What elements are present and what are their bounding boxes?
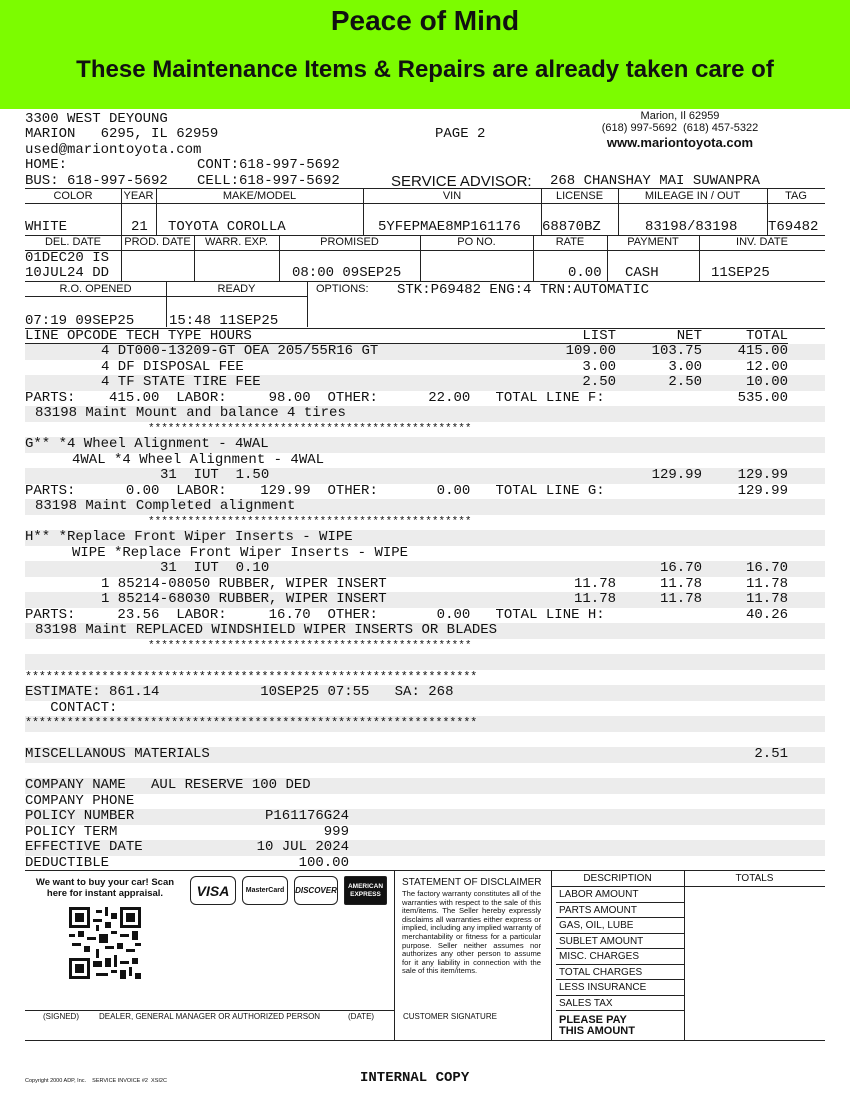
policy-number-value: P161176G24 xyxy=(264,808,349,824)
line-g-labor: 31 IUT 1.50 xyxy=(160,467,270,483)
line-g-sub: 4WAL *4 Wheel Alignment - 4WAL xyxy=(72,452,325,468)
misc-materials-value: 2.51 xyxy=(754,746,788,762)
vehicle-color: WHITE xyxy=(25,219,68,235)
line-h-item-1-list: 11.78 xyxy=(573,576,616,592)
customer-signature-label: CUSTOMER SIGNATURE xyxy=(403,1012,497,1021)
col-year-header: YEAR xyxy=(123,190,154,202)
desc-parts-amount: PARTS AMOUNT xyxy=(556,903,684,919)
estimate-line: ESTIMATE: 861.14 10SEP25 07:55 SA: 268 xyxy=(25,684,454,700)
line-h-labor-net: 16.70 xyxy=(659,560,702,576)
desc-less-insurance: LESS INSURANCE xyxy=(556,980,684,996)
line-f-item-3-desc: 4 TF STATE TIRE FEE xyxy=(101,374,261,390)
line-f-item-2-net: 3.00 xyxy=(668,359,702,375)
line-f-item-3-net: 2.50 xyxy=(668,374,702,390)
this-amount-label: THIS AMOUNT xyxy=(559,1025,635,1037)
col-rate-header: RATE xyxy=(555,236,585,248)
line-g-labor-total: 129.99 xyxy=(737,467,788,483)
line-g-stars: ************************************************* xyxy=(148,516,472,528)
vehicle-year: 21 xyxy=(131,219,148,235)
signed-label: (SIGNED) xyxy=(43,1012,79,1021)
dealer-website: www.mariontoyota.com xyxy=(606,135,754,150)
line-h-title: H** *Replace Front Wiper Inserts - WIPE xyxy=(25,529,353,545)
col-color-header: COLOR xyxy=(53,190,93,202)
totals-header: TOTALS xyxy=(735,873,774,884)
line-h-labor: 31 IUT 0.10 xyxy=(160,560,270,576)
vehicle-make: TOYOTA COROLLA xyxy=(168,219,286,235)
banner-subtitle: These Maintenance Items & Repairs are already taken care of xyxy=(76,56,774,83)
line-h-item-2-desc: 1 85214-68030 RUBBER, WIPER INSERT xyxy=(101,591,387,607)
line-f-item-3-list: 2.50 xyxy=(582,374,616,390)
estimate-stars-top: ***************************************************************** xyxy=(25,671,478,684)
desc-sales-tax: SALES TAX xyxy=(556,996,684,1012)
amex-logo: AMERICAN EXPRESS xyxy=(344,876,387,905)
desc-gas-oil-lube: GAS, OIL, LUBE xyxy=(556,918,684,934)
dealer-right-city: Marion, Il 62959 xyxy=(640,110,720,122)
vehicle-vin: 5YFEPMAE8MP161176 xyxy=(378,219,521,235)
options-header: OPTIONS: xyxy=(316,283,369,295)
promised-value: 08:00 09SEP25 xyxy=(292,265,402,281)
line-f-item-1-total: 415.00 xyxy=(737,343,788,359)
line-f-item-1-desc: 4 DT000-13209-GT OEA 205/55R16 GT xyxy=(101,343,379,359)
service-advisor-label: SERVICE ADVISOR: xyxy=(391,173,532,190)
disclaimer-text: The factory warranty constitutes all of the warranties with respect to the sale of this item/items. The Seller hereby expressly disclaims all warranties either express or implied, including any implied warranty of merchantability or fitness for a particular purpose. Seller neither assumes nor authorizes any other person to assume for it any liability in connection with the sale of this item/items. xyxy=(402,889,541,976)
line-h-sub: WIPE *Replace Front Wiper Inserts - WIPE xyxy=(72,545,409,561)
please-pay-label: PLEASE PAY xyxy=(559,1014,627,1026)
vehicle-license: 68870BZ xyxy=(542,219,601,235)
deductible-label: DEDUCTIBLE xyxy=(25,855,110,871)
desc-sublet-amount: SUBLET AMOUNT xyxy=(556,934,684,950)
discover-logo: DISCOVER xyxy=(294,876,338,905)
ro-opened-header: R.O. OPENED xyxy=(59,283,132,295)
vehicle-tag: T69482 xyxy=(768,219,819,235)
line-f-item-2-total: 12.00 xyxy=(745,359,788,375)
rate-value: 0.00 xyxy=(568,265,602,281)
line-h-summary: PARTS: 23.56 LABOR: 16.70 OTHER: 0.00 TOTAL LINE H: xyxy=(25,607,605,623)
options-value: STK:P69482 ENG:4 TRN:AUTOMATIC xyxy=(397,282,650,298)
dealer-cell: CELL:618-997-5692 xyxy=(197,173,340,189)
col-vin-header: VIN xyxy=(442,190,462,202)
dealer-email: used@mariontoyota.com xyxy=(25,142,202,158)
line-h-item-1-desc: 1 85214-08050 RUBBER, WIPER INSERT xyxy=(101,576,387,592)
del-date-line2: 10JUL24 DD xyxy=(25,265,110,281)
service-advisor-value: 268 CHANSHAY MAI SUWANPRA xyxy=(550,173,761,189)
dealer-right-phones: (618) 997-5692 (618) 457-5322 xyxy=(601,122,759,134)
lines-header-total: TOTAL xyxy=(745,328,788,344)
col-payment-header: PAYMENT xyxy=(627,236,679,248)
inv-date-value: 11SEP25 xyxy=(711,265,770,281)
col-mileage-header: MILEAGE IN / OUT xyxy=(644,190,741,202)
col-tag-header: TAG xyxy=(785,190,807,202)
lines-header-cols: LINE OPCODE TECH TYPE HOURS xyxy=(25,328,252,344)
col-warr-exp-header: WARR. EXP. xyxy=(205,236,268,248)
col-prod-date-header: PROD. DATE xyxy=(124,236,191,248)
internal-copy-label: INTERNAL COPY xyxy=(360,1070,470,1086)
line-f-summary: PARTS: 415.00 LABOR: 98.00 OTHER: 22.00 TOTAL LINE F: xyxy=(25,390,605,406)
promo-text: We want to buy your car! Scan here for instant appraisal. xyxy=(35,877,175,899)
line-g-summary: PARTS: 0.00 LABOR: 129.99 OTHER: 0.00 TOTAL LINE G: xyxy=(25,483,605,499)
ready-value: 15:48 11SEP25 xyxy=(169,313,279,329)
col-del-date-header: DEL. DATE xyxy=(44,236,102,248)
date-label: (DATE) xyxy=(348,1012,375,1021)
qr-code[interactable] xyxy=(69,907,141,979)
dealer-cont: CONT:618-997-5692 xyxy=(197,157,340,173)
dealer-signature-label: DEALER, GENERAL MANAGER OR AUTHORIZED PERSON xyxy=(99,1012,321,1021)
line-f-item-1-list: 109.00 xyxy=(565,343,616,359)
line-h-labor-total: 16.70 xyxy=(745,560,788,576)
line-f-item-2-desc: 4 DF DISPOSAL FEE xyxy=(101,359,244,375)
estimate-contact: CONTACT: xyxy=(25,700,118,716)
line-g-note: 83198 Maint Completed alignment xyxy=(35,498,296,514)
dealer-address: 3300 WEST DEYOUNG xyxy=(25,111,168,127)
desc-labor-amount: LABOR AMOUNT xyxy=(556,887,684,903)
line-h-item-2-net: 11.78 xyxy=(659,591,702,607)
dealer-bus: BUS: 618-997-5692 xyxy=(25,173,168,189)
vehicle-mileage: 83198/83198 xyxy=(645,219,738,235)
lines-header-net: NET xyxy=(676,328,702,344)
policy-term-label: POLICY TERM xyxy=(25,824,118,840)
company-phone: COMPANY PHONE xyxy=(25,793,135,809)
line-g-total: 129.99 xyxy=(737,483,788,499)
banner-title: Peace of Mind xyxy=(330,5,520,36)
line-f-item-2-list: 3.00 xyxy=(582,359,616,375)
dealer-home: HOME: xyxy=(25,157,68,173)
line-h-total: 40.26 xyxy=(745,607,788,623)
line-h-stars: ************************************************* xyxy=(148,640,472,652)
line-g-labor-net: 129.99 xyxy=(651,467,702,483)
line-f-note: 83198 Maint Mount and balance 4 tires xyxy=(35,405,346,421)
page-number: PAGE 2 xyxy=(435,126,486,142)
line-f-item-3-total: 10.00 xyxy=(745,374,788,390)
company-name: COMPANY NAME AUL RESERVE 100 DED xyxy=(25,777,311,793)
ro-opened-value: 07:19 09SEP25 xyxy=(25,313,135,329)
desc-total-charges: TOTAL CHARGES xyxy=(556,965,684,981)
del-date-line1: 01DEC20 IS xyxy=(25,250,110,266)
line-g-title: G** *4 Wheel Alignment - 4WAL xyxy=(25,436,269,452)
lines-header-list: LIST xyxy=(582,328,616,344)
payment-value: CASH xyxy=(625,265,659,281)
line-h-item-1-total: 11.78 xyxy=(745,576,788,592)
line-f-total: 535.00 xyxy=(737,390,788,406)
col-make-header: MAKE/MODEL xyxy=(222,190,297,202)
line-f-item-1-net: 103.75 xyxy=(651,343,702,359)
col-inv-date-header: INV. DATE xyxy=(736,236,788,248)
disclaimer-title: STATEMENT OF DISCLAIMER xyxy=(402,877,542,888)
description-header: DESCRIPTION xyxy=(583,873,652,884)
col-promised-header: PROMISED xyxy=(320,236,379,248)
ready-header: READY xyxy=(217,283,256,295)
line-h-note: 83198 Maint REPLACED WINDSHIELD WIPER INSERTS OR BLADES xyxy=(35,622,498,638)
mastercard-logo: MasterCard xyxy=(242,876,288,905)
policy-number-label: POLICY NUMBER xyxy=(25,808,135,824)
estimate-stars-bottom: ***************************************************************** xyxy=(25,717,478,730)
effective-date-value: 10 JUL 2024 xyxy=(256,839,349,855)
dealer-city: MARION 6295, IL 62959 xyxy=(25,126,219,142)
line-h-item-2-total: 11.78 xyxy=(745,591,788,607)
col-po-header: PO NO. xyxy=(457,236,496,248)
copyright: Copyright 2000 ADP, Inc. SERVICE INVOICE #2 XSI2C xyxy=(25,1078,167,1084)
col-license-header: LICENSE xyxy=(555,190,604,202)
desc-misc-charges: MISC. CHARGES xyxy=(556,949,684,965)
deductible-value: 100.00 xyxy=(298,855,349,871)
line-h-item-2-list: 11.78 xyxy=(573,591,616,607)
line-f-stars: ************************************************* xyxy=(148,423,472,435)
line-h-item-1-net: 11.78 xyxy=(659,576,702,592)
effective-date-label: EFFECTIVE DATE xyxy=(25,839,143,855)
visa-logo: VISA xyxy=(190,876,236,905)
misc-materials-label: MISCELLANOUS MATERIALS xyxy=(25,746,210,762)
policy-term-value: 999 xyxy=(323,824,349,840)
